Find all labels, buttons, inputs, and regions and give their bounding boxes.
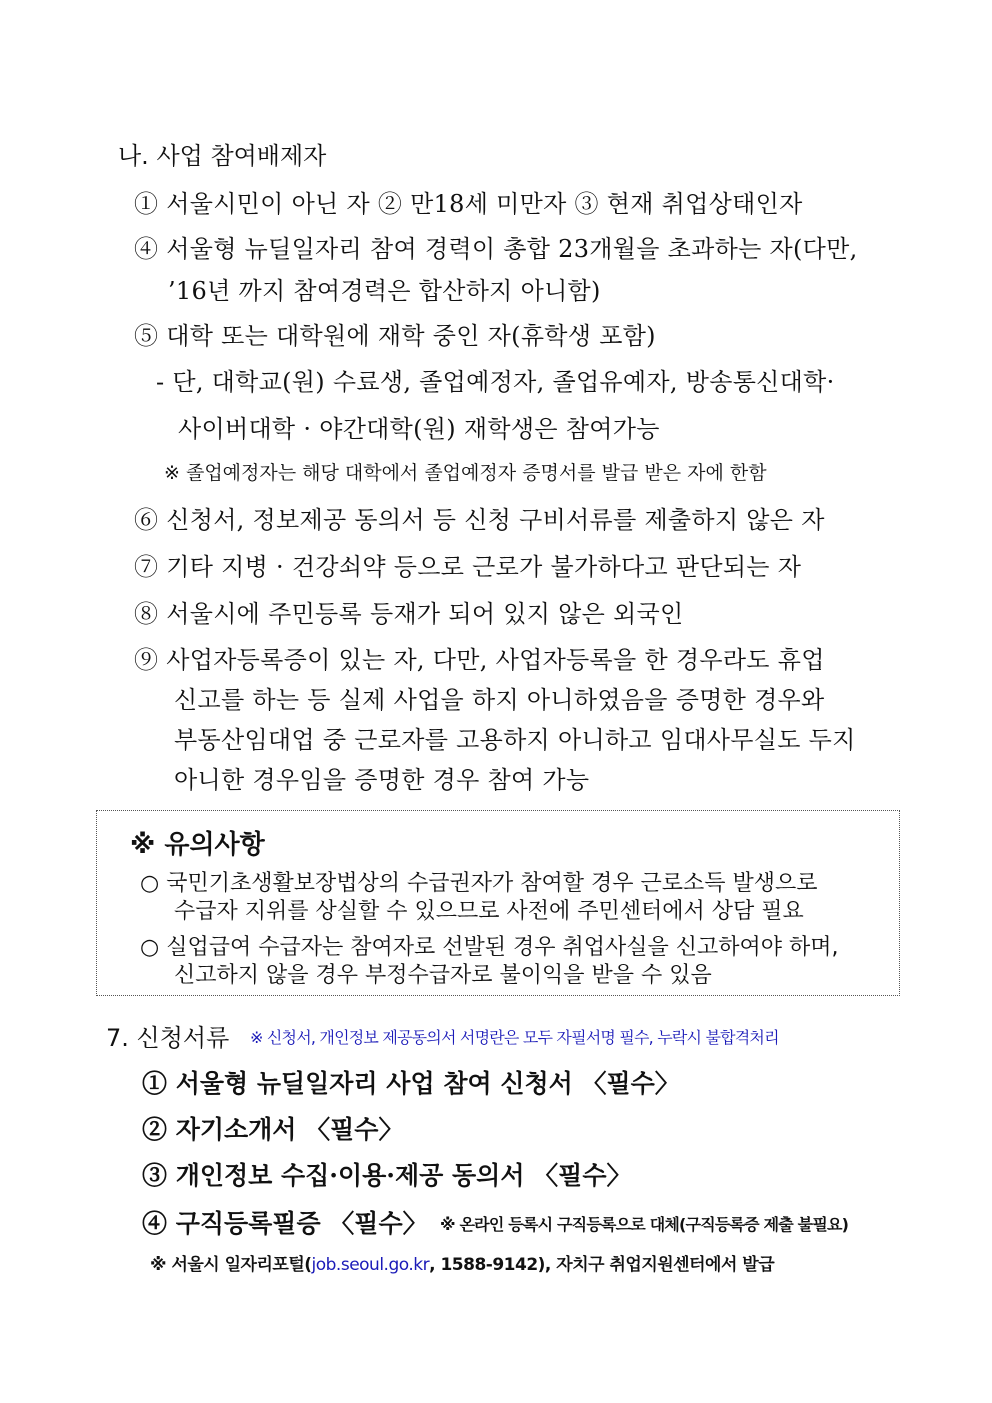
notice-title: ※ 유의사항: [130, 830, 265, 860]
exclusion-line-7: ⑦ 기타 지병 · 건강쇠약 등으로 근로가 불가하다고 판단되는 자: [134, 553, 802, 581]
exclusion-line-1: ① 서울시민이 아닌 자 ② 만18세 미만자 ③ 현재 취업상태인자: [134, 190, 803, 218]
issuance-note-suffix: , 1588-9142), 자치구 취업지원센터에서 발급: [429, 1255, 775, 1275]
exclusion-line-4b: ’16년 까지 참여경력은 합산하지 아니함): [168, 277, 601, 305]
exclusion-line-4a: ④ 서울형 뉴딜일자리 참여 경력이 총합 23개월을 초과하는 자(다만,: [134, 235, 858, 263]
issuance-note: [150, 1250, 774, 1275]
doc-item-3: ③ 개인정보 수집·이용·제공 동의서 〈필수〉: [142, 1161, 632, 1190]
doc-item-4-note: ※ 온라인 등록시 구직등록으로 대체(구직등록증 제출 불필요): [440, 1215, 849, 1234]
exclusion-line-9b: 신고를 하는 등 실제 사업을 하지 아니하였음을 증명한 경우와: [174, 686, 825, 714]
doc-item-4: ④ 구직등록필증 〈필수〉: [142, 1209, 428, 1238]
exclusion-line-5-sub-a: - 단, 대학교(원) 수료생, 졸업예정자, 졸업유예자, 방송통신대학·: [156, 368, 835, 396]
exclusion-line-8: ⑧ 서울시에 주민등록 등재가 되어 있지 않은 외국인: [134, 600, 684, 628]
section-7-title: 7. 신청서류: [106, 1024, 230, 1052]
graduation-note: ※ 졸업예정자는 해당 대학에서 졸업예정자 증명서를 발급 받은 자에 한함: [164, 462, 767, 484]
notice-item-2-line-2: 신고하지 않을 경우 부정수급자로 불이익을 받을 수 있음: [174, 963, 712, 988]
job-portal-link[interactable]: job.seoul.go.kr: [311, 1255, 430, 1275]
section-na-title: 나. 사업 참여배제자: [118, 142, 327, 170]
issuance-note-prefix: ※ 서울시 일자리포털(: [150, 1255, 312, 1275]
exclusion-line-9a: ⑨ 사업자등록증이 있는 자, 다만, 사업자등록을 한 경우라도 휴업: [134, 646, 825, 674]
section-7-note: ※ 신청서, 개인정보 제공동의서 서명란은 모두 자필서명 필수, 누락시 불합격처리: [250, 1028, 779, 1047]
exclusion-line-9d: 아니한 경우임을 증명한 경우 참여 가능: [174, 766, 590, 794]
exclusion-line-6: ⑥ 신청서, 정보제공 동의서 등 신청 구비서류를 제출하지 않은 자: [134, 506, 825, 534]
notice-item-1-line-2: 수급자 지위를 상실할 수 있으므로 사전에 주민센터에서 상담 필요: [174, 899, 804, 924]
notice-item-2-line-1: ○ 실업급여 수급자는 참여자로 선발된 경우 취업사실을 신고하여야 하며,: [140, 935, 839, 960]
exclusion-line-5: ⑤ 대학 또는 대학원에 재학 중인 자(휴학생 포함): [134, 322, 656, 350]
exclusion-line-9c: 부동산임대업 중 근로자를 고용하지 아니하고 임대사무실도 두지: [174, 726, 856, 754]
doc-item-1: ① 서울형 뉴딜일자리 사업 참여 신청서 〈필수〉: [142, 1069, 680, 1098]
notice-item-1-line-1: ○ 국민기초생활보장법상의 수급권자가 참여할 경우 근로소득 발생으로: [140, 871, 818, 896]
doc-item-2: ② 자기소개서 〈필수〉: [142, 1115, 404, 1144]
exclusion-line-5-sub-b: 사이버대학 · 야간대학(원) 재학생은 참여가능: [178, 415, 660, 443]
